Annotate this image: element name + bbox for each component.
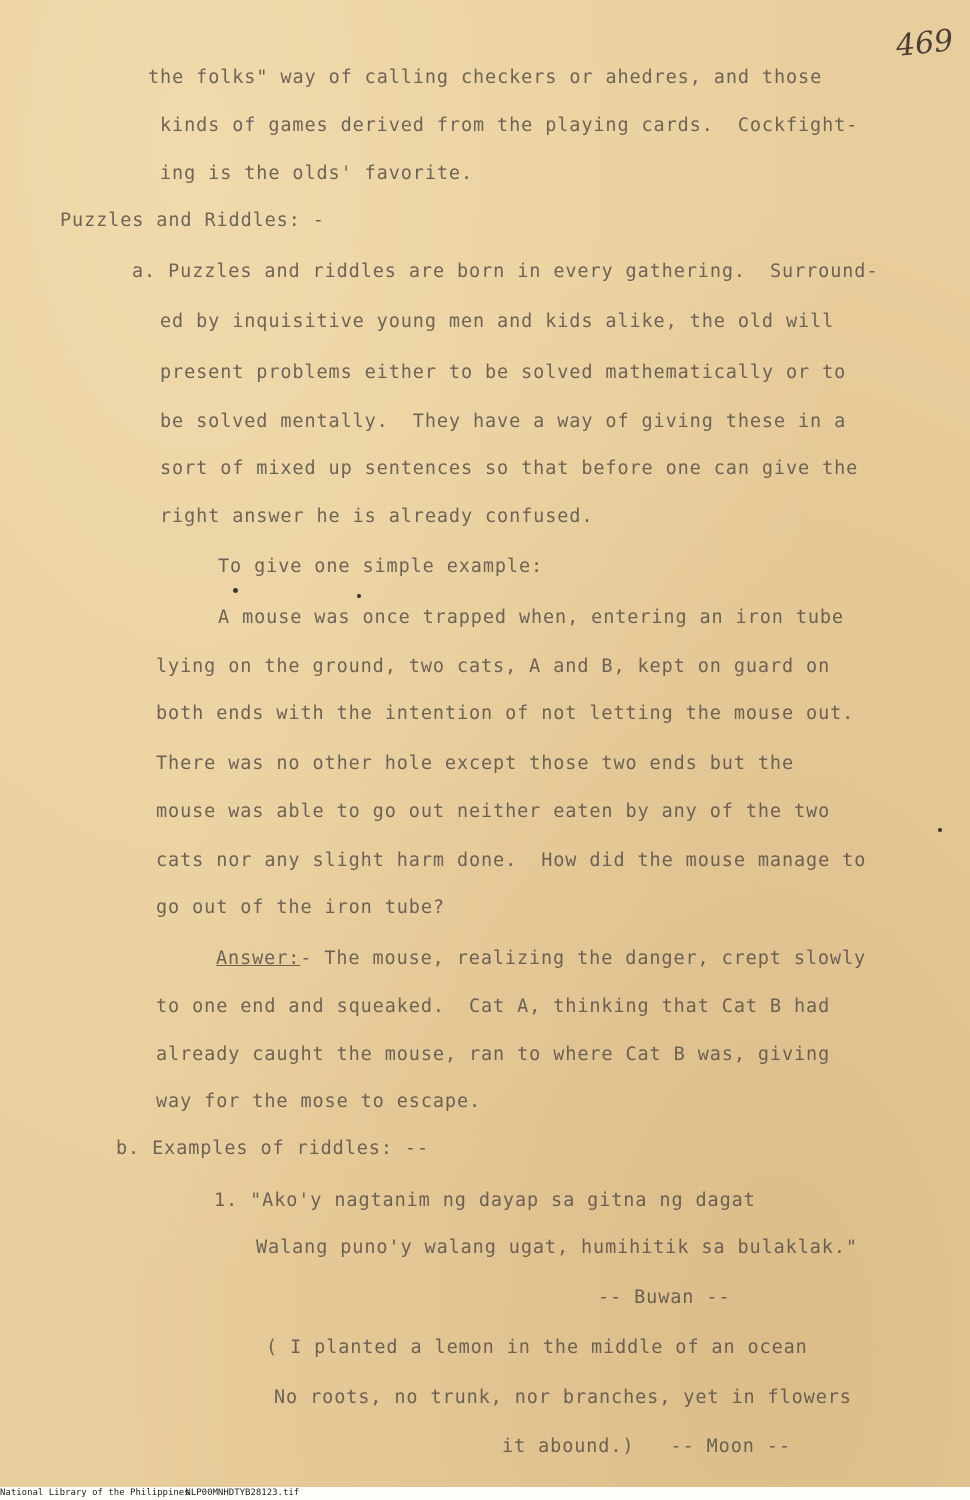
text-line: the folks" way of calling checkers or ahedres, and those (148, 67, 823, 88)
footer-filename: NLP00MNHDTYB28123.tif (185, 1488, 300, 1498)
page-number: 469 (894, 23, 955, 64)
ink-speck (357, 594, 361, 598)
text-line: be solved mentally. They have a way of giving these in a (160, 411, 847, 432)
riddle-line: Walang puno'y walang ugat, humihitik sa bulaklak." (256, 1237, 858, 1258)
text-line: ed by inquisitive young men and kids alike, the old will (160, 311, 835, 332)
text-line: present problems either to be solved mathematically or to (160, 362, 847, 383)
text-line: to one end and squeaked. Cat A, thinking that Cat B had (156, 996, 831, 1017)
text-line: To give one simple example: (218, 556, 544, 577)
text-line: sort of mixed up sentences so that before one can give the (160, 458, 859, 479)
text-line: A mouse was once trapped when, entering an iron tube (218, 607, 844, 628)
translation-line: ( I planted a lemon in the middle of an ocean (266, 1337, 808, 1358)
section-heading: Puzzles and Riddles: - (60, 210, 325, 231)
translation-line: it abound.) -- Moon -- (502, 1436, 791, 1457)
text-line: There was no other hole except those two ends but the (156, 753, 795, 774)
text-line: kinds of games derived from the playing cards. Cockfight- (160, 115, 859, 136)
text-line: a. Puzzles and riddles are born in every gathering. Surround- (132, 261, 879, 282)
answer-line (216, 947, 866, 971)
text-line: mouse was able to go out neither eaten by any of the two (156, 801, 831, 822)
text-line: go out of the iron tube? (156, 897, 445, 918)
text-line: right answer he is already confused. (160, 506, 594, 527)
scan-footer (0, 1487, 970, 1500)
answer-text: - The mouse, realizing the danger, crept slowly (300, 948, 867, 969)
ink-speck (938, 828, 942, 832)
text-line: cats nor any slight harm done. How did the mouse manage to (156, 850, 867, 871)
text-line: both ends with the intention of not letting the mouse out. (156, 703, 855, 724)
text-line: b. Examples of riddles: -- (116, 1138, 429, 1159)
text-line: way for the mose to escape. (156, 1091, 482, 1112)
riddle-answer: -- Buwan -- (598, 1287, 731, 1308)
answer-label: Answer: (216, 948, 301, 969)
text-line: lying on the ground, two cats, A and B, kept on guard on (156, 656, 831, 677)
text-line: already caught the mouse, ran to where Cat B was, giving (156, 1044, 831, 1065)
text-line: ing is the olds' favorite. (160, 163, 473, 184)
ink-speck (233, 588, 238, 593)
footer-library: National Library of the Philippines (0, 1488, 190, 1498)
riddle-line: 1. "Ako'y nagtanim ng dayap sa gitna ng dagat (214, 1190, 756, 1211)
translation-line: No roots, no trunk, nor branches, yet in flowers (274, 1387, 852, 1408)
